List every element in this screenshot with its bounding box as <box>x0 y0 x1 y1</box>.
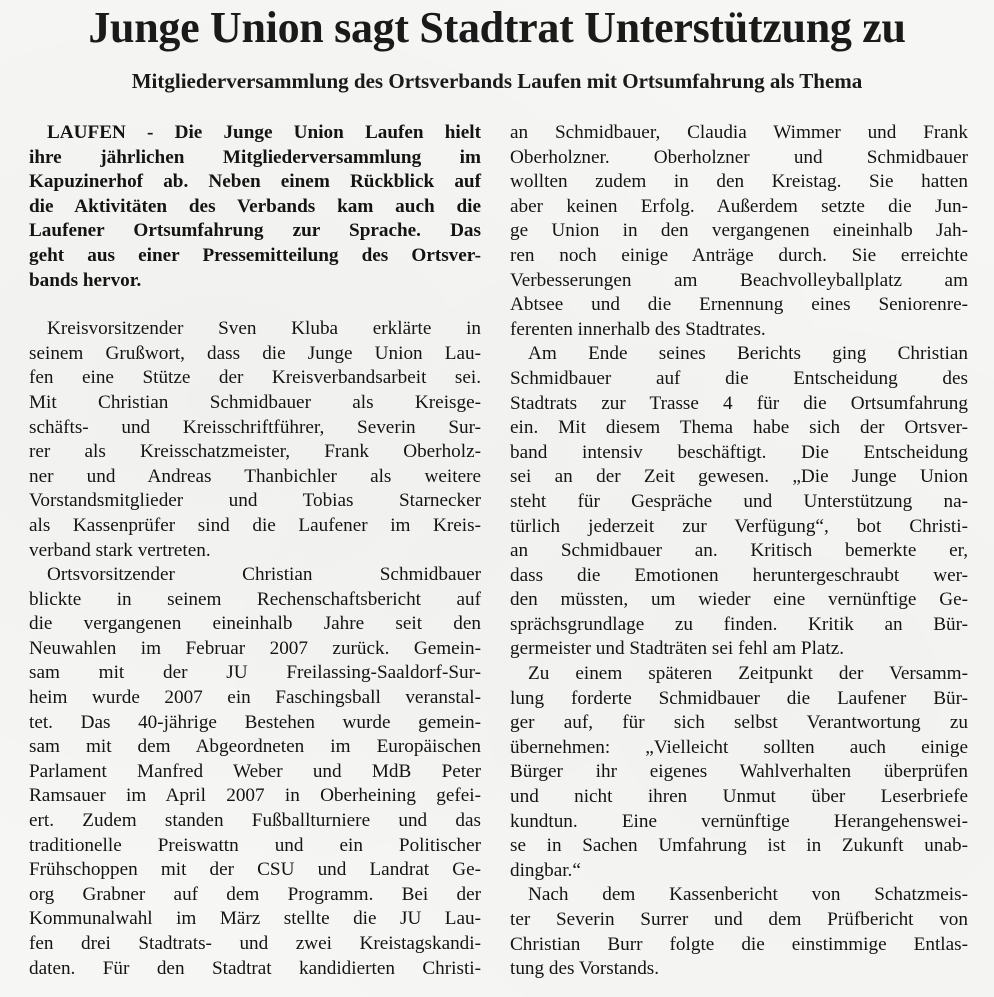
text-line: übernehmen: „Vielleicht sollten auch einige <box>510 736 968 758</box>
text-line: Ramsauer im April 2007 in Oberheining gefei- <box>29 785 481 807</box>
body-paragraph <box>510 342 968 662</box>
body-paragraph <box>29 563 481 981</box>
text-line: ner und Andreas Thanbichler als weitere <box>29 465 481 487</box>
text-line: Laufener Ortsumfahrung zur Sprache. Das <box>29 220 481 242</box>
text-line: schäfts- und Kreisschriftführer, Severin Sur- <box>29 416 481 438</box>
text-line: traditionelle Preiswattn und ein Politischer <box>29 834 481 856</box>
text-line: ren noch einige Anträge durch. Sie erreichte <box>510 244 968 266</box>
text-line: Bürger ihr eigenes Wahlverhalten überprüfen <box>510 761 968 783</box>
text-line: lung forderte Schmidbauer die Laufener Bür- <box>510 687 968 709</box>
text-line: seinem Grußwort, dass die Junge Union Lau- <box>29 342 481 364</box>
body-paragraph <box>510 121 968 342</box>
text-line: heim wurde 2007 ein Faschingsball veranstal- <box>29 687 481 709</box>
left-column <box>29 121 481 981</box>
text-line: an Schmidbauer, Claudia Wimmer und Frank <box>510 122 968 143</box>
text-line: kundtun. Eine vernünftige Herangehenswei- <box>510 810 968 832</box>
body-paragraph <box>510 662 968 883</box>
text-line: se in Sachen Umfahrung ist in Zukunft unab- <box>510 835 968 857</box>
text-line: Kapuzinerhof ab. Neben einem Rückblick auf <box>29 171 481 193</box>
text-line: und nicht ihren Unmut über Leserbriefe <box>510 786 968 808</box>
text-line: als Kassenprüfer sind die Laufener im Kreis- <box>29 514 481 536</box>
text-line: die Aktivitäten des Verbands kam auch die <box>29 195 481 217</box>
text-line: Vorstandsmitglieder und Tobias Starnecker <box>29 490 481 512</box>
text-line: rer als Kreisschatzmeister, Frank Oberholz- <box>29 441 481 463</box>
text-line: ihre jährlichen Mitgliederversammlung im <box>29 146 481 168</box>
text-line: steht für Gespräche und Unterstützung na- <box>510 490 968 512</box>
text-line: Am Ende seines Berichts ging Christian <box>528 343 968 365</box>
text-line: sprächsgrundlage zu finden. Kritik an Bür- <box>510 613 968 635</box>
paragraph-gap <box>29 293 481 317</box>
text-line: fen drei Stadtrats- und zwei Kreistagskandi- <box>29 933 481 954</box>
text-line: die vergangenen eineinhalb Jahre seit den <box>29 613 481 635</box>
text-line: verband stark vertreten. <box>29 539 211 561</box>
text-line: den müssten, um wieder eine vernünftige Ge- <box>510 589 968 611</box>
text-line: Kreisvorsitzender Sven Kluba erklärte in <box>47 318 481 340</box>
text-line: Neuwahlen im Februar 2007 zurück. Gemein- <box>29 637 481 659</box>
text-line: türlich jederzeit zur Verfügung“, bot Christi- <box>510 515 968 537</box>
text-line: tung des Vorstands. <box>510 958 660 980</box>
text-line: ge Union in den vergangenen eineinhalb Jah- <box>510 220 968 242</box>
text-line: Mit Christian Schmidbauer als Kreisge- <box>29 391 481 413</box>
text-line: tet. Das 40-jährige Bestehen wurde gemein- <box>29 711 481 733</box>
text-line: wollten zudem in den Kreistag. Sie hatten <box>510 171 968 193</box>
text-line: sam mit dem Abgeordneten im Europäischen <box>29 736 481 758</box>
text-line: LAUFEN - Die Junge Union Laufen hielt <box>47 122 481 143</box>
text-line: ter Severin Surrer und dem Prüfbericht von <box>510 909 968 930</box>
text-line: ert. Zudem standen Fußballturniere und das <box>29 810 481 832</box>
text-line: Schmidbauer auf die Entscheidung des <box>510 367 968 389</box>
text-line: Kommunalwahl im März stellte die JU Lau- <box>29 908 481 930</box>
text-line: ein. Mit diesem Thema habe sich der Ortsver- <box>510 417 968 439</box>
text-line: bands hervor. <box>29 269 142 291</box>
text-line: germeister und Stadträten sei fehl am Platz. <box>510 638 845 660</box>
text-line: Verbesserungen am Beachvolleyballplatz am <box>510 269 968 291</box>
body-paragraph <box>29 317 481 563</box>
text-line: sam mit der JU Freilassing-Saaldorf-Sur- <box>29 662 481 684</box>
text-line: Oberholzner. Oberholzner und Schmidbauer <box>510 146 968 168</box>
text-line: aber keinen Erfolg. Außerdem setzte die Jun- <box>510 195 968 217</box>
text-line: ferenten innerhalb des Stadtrates. <box>510 318 766 340</box>
text-line: Stadtrats zur Trasse 4 für die Ortsumfahrung <box>510 392 968 414</box>
text-line: sei an der Zeit gewesen. „Die Junge Union <box>510 466 968 488</box>
text-line: Parlament Manfred Weber und MdB Peter <box>29 760 481 782</box>
text-line: dass die Emotionen heruntergeschraubt wer- <box>510 564 968 586</box>
text-line: blickte in seinem Rechenschaftsbericht auf <box>29 588 481 610</box>
text-line: an Schmidbauer an. Kritisch bemerkte er, <box>510 540 968 562</box>
text-line: org Grabner auf dem Programm. Bei der <box>29 883 481 905</box>
text-line: geht aus einer Pressemitteilung des Ortsver- <box>29 244 481 266</box>
text-line: Frühschoppen mit der CSU und Landrat Ge- <box>29 859 481 881</box>
text-line: Christian Burr folgte die einstimmige Entlas- <box>510 933 968 955</box>
text-line: fen eine Stütze der Kreisverbandsarbeit sei. <box>29 367 481 389</box>
text-line: dingbar.“ <box>510 859 581 881</box>
text-line: Zu einem späteren Zeitpunkt der Versamm- <box>528 663 968 685</box>
text-line: Abtsee und die Ernennung eines Seniorenre- <box>510 294 968 316</box>
text-line: daten. Für den Stadtrat kandidierten Christi- <box>29 957 481 979</box>
right-column <box>510 121 968 982</box>
text-line: Ortsvorsitzender Christian Schmidbauer <box>47 564 481 586</box>
body-paragraph <box>510 883 968 981</box>
headline: Junge Union sagt Stadtrat Unterstützung zu <box>88 3 906 52</box>
subheadline: Mitgliederversammlung des Ortsverbands Laufen mit Ortsumfahrung als Thema <box>131 69 863 93</box>
lead-paragraph <box>29 121 481 293</box>
text-line: ger auf, für sich selbst Verantwortung zu <box>510 712 968 734</box>
text-line: band intensiv beschäftigt. Die Entscheidung <box>510 441 968 463</box>
text-line: Nach dem Kassenbericht von Schatzmeis- <box>528 884 968 906</box>
